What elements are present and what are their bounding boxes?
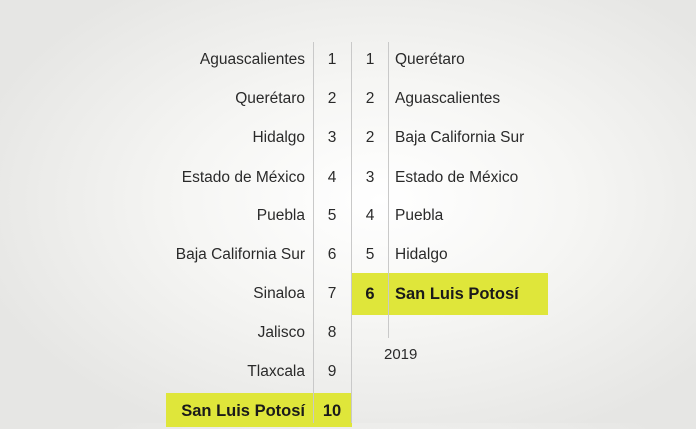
- right-list-item: [0, 42, 696, 78]
- right-list-item: [0, 81, 696, 117]
- state-rank: 4: [327, 169, 337, 186]
- state-name: Jalisco: [257, 324, 305, 341]
- state-name: Sinaloa: [253, 285, 305, 302]
- state-rank: 5: [327, 207, 337, 224]
- state-name: Hidalgo: [252, 129, 305, 146]
- left-list-item-highlighted: [0, 393, 696, 429]
- state-name: Puebla: [395, 207, 444, 224]
- state-name: Aguascalientes: [395, 90, 501, 107]
- state-name: Aguascalientes: [199, 51, 305, 68]
- state-rank: 1: [327, 51, 337, 68]
- state-rank: 8: [327, 324, 337, 341]
- state-name: Estado de México: [395, 169, 519, 186]
- state-name: San Luis Potosí: [395, 284, 519, 303]
- year-label: 2019: [384, 346, 418, 363]
- right-list-item: [0, 120, 696, 156]
- state-name: Baja California Sur: [395, 129, 525, 146]
- state-name: Tlaxcala: [247, 363, 305, 380]
- right-list-item-highlighted: [0, 276, 696, 312]
- state-rank: 3: [327, 129, 337, 146]
- state-name: Querétaro: [395, 51, 465, 68]
- left-list-item: [0, 315, 696, 351]
- state-rank: 2: [365, 90, 375, 107]
- state-name: Hidalgo: [395, 246, 448, 263]
- state-rank: 10: [322, 401, 342, 420]
- state-rank: 2: [327, 90, 337, 107]
- right-list-item: [0, 198, 696, 234]
- right-list-item: [0, 160, 696, 196]
- state-name: Puebla: [256, 207, 305, 224]
- right-list-item: [0, 237, 696, 273]
- state-rank: 5: [365, 246, 375, 263]
- state-rank: 9: [327, 363, 337, 380]
- state-rank: 4: [365, 207, 375, 224]
- state-rank: 6: [365, 284, 375, 303]
- state-name: Estado de México: [181, 169, 305, 186]
- state-rank: 6: [327, 246, 337, 263]
- state-rank: 3: [365, 169, 375, 186]
- state-rank: 1: [365, 51, 375, 68]
- state-name: San Luis Potosí: [181, 401, 305, 420]
- state-rank: 2: [365, 129, 375, 146]
- state-name: Baja California Sur: [175, 246, 305, 263]
- left-list-item: [0, 354, 696, 390]
- state-name: Querétaro: [235, 90, 305, 107]
- state-rank: 7: [327, 285, 337, 302]
